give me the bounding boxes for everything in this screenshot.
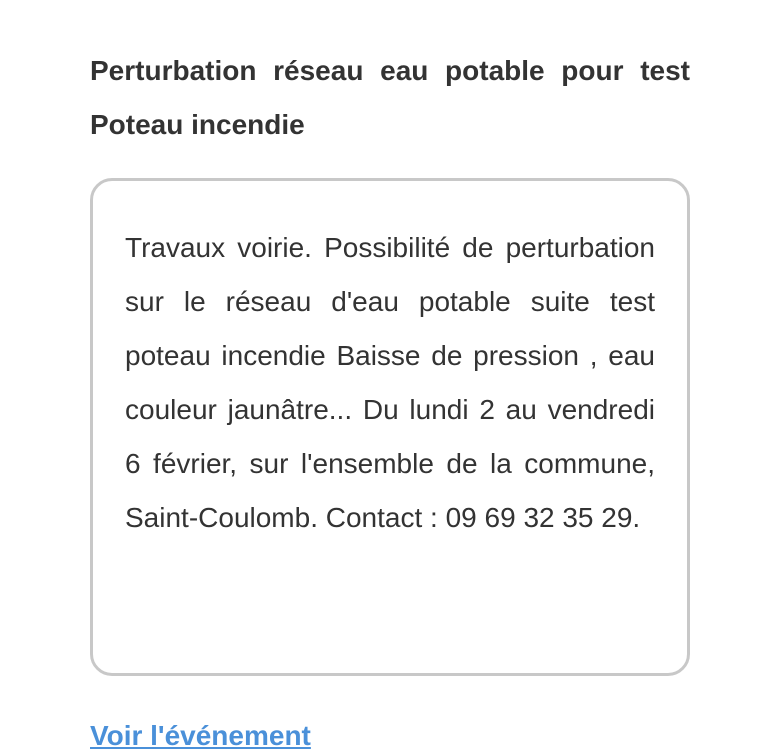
event-description-box	[90, 178, 690, 676]
event-title: Perturbation réseau eau potable pour test Poteau incendie	[90, 55, 690, 140]
event-description: Travaux voirie. Possibilité de perturbation sur le réseau d'eau potable suite test poteau incendie Baisse de pression , eau couleur jaunâtre... Du lundi 2 au vendredi 6 février, sur l'ensemble de la commune, Saint-Coulomb. Contact : 09 69 32 35 29.	[125, 232, 655, 533]
event-card	[90, 44, 690, 676]
view-event-link[interactable]: Voir l'événement	[90, 720, 311, 751]
